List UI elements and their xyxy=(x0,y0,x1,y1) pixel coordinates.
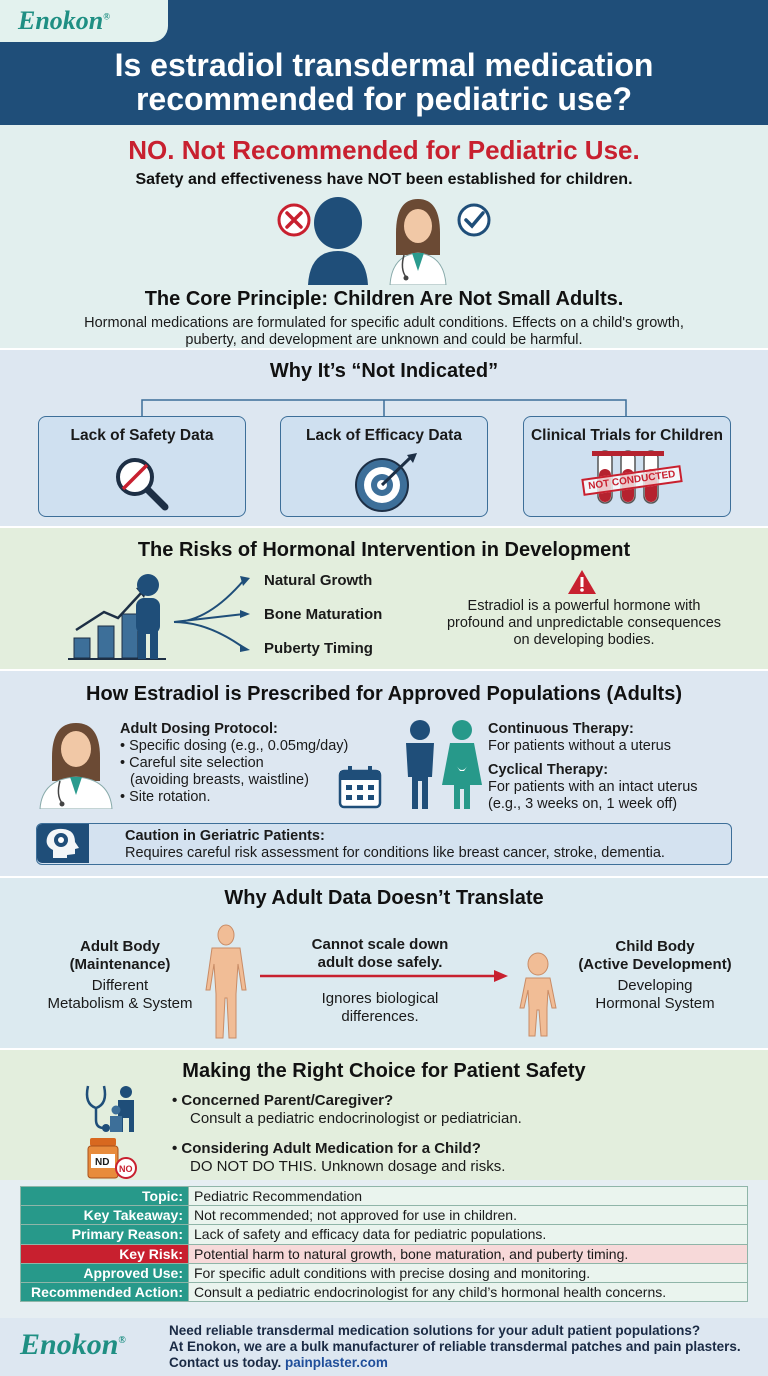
protocol-item: • Site rotation. xyxy=(120,789,211,805)
box-label: Lack of Safety Data xyxy=(70,427,214,444)
risk-item: Bone Maturation xyxy=(264,606,383,623)
red-arrow-icon xyxy=(258,968,510,984)
continuous-therapy-title: Continuous Therapy: xyxy=(488,721,634,737)
table-key: Approved Use: xyxy=(21,1263,189,1282)
adult-body-title: Adult Body xyxy=(80,938,160,955)
table-value: Potential harm to natural growth, bone maturation, and puberty timing. xyxy=(189,1244,748,1263)
risks-title: The Risks of Hormonal Intervention in Development xyxy=(137,539,631,561)
safety-data-box xyxy=(38,416,246,517)
table-value: Lack of safety and efficacy data for pediatric populations. xyxy=(189,1225,748,1244)
child-body-desc: Hormonal System xyxy=(595,995,715,1012)
child-vs-doctor-illustration xyxy=(270,193,500,285)
not-indicated-title: Why It’s “Not Indicated” xyxy=(269,360,499,382)
child-body-icon xyxy=(514,952,562,1038)
table-key: Primary Reason: xyxy=(21,1225,189,1244)
pill-bottle-no-icon xyxy=(86,1136,138,1180)
growth-chart-child-icon xyxy=(68,570,268,662)
child-body-title: Child Body xyxy=(615,938,695,955)
answer-section xyxy=(0,125,768,348)
brand-logo[interactable] xyxy=(0,0,168,42)
efficacy-data-box xyxy=(280,416,488,517)
caution-body: Requires careful risk assessment for conditions like breast cancer, stroke, dementia. xyxy=(125,845,665,861)
cyclical-therapy-body: For patients with an intact uterus xyxy=(488,779,698,795)
arrow-caption-bottom: differences. xyxy=(341,1008,419,1025)
patient-safety-title: Making the Right Choice for Patient Safety xyxy=(182,1060,586,1082)
warning-icon xyxy=(566,568,598,596)
box-label: Lack of Efficacy Data xyxy=(306,427,462,444)
adult-body-desc: Different xyxy=(91,977,149,994)
table-row xyxy=(21,1206,748,1225)
protocol-item: • Specific dosing (e.g., 0.05mg/day) xyxy=(120,738,349,754)
adult-vs-child-section xyxy=(0,878,768,1048)
geriatric-caution-box xyxy=(36,823,732,865)
medication-answer: DO NOT DO THIS. Unknown dosage and risks. xyxy=(190,1158,506,1175)
footer-text: At Enokon, we are a bulk manufacturer of reliable transdermal patches and pain plasters. xyxy=(169,1339,741,1354)
head-brain-icon xyxy=(37,824,89,863)
table-key: Topic: xyxy=(21,1187,189,1206)
summary-table xyxy=(20,1186,748,1302)
core-principle-title: The Core Principle: Children Are Not Small Adults. xyxy=(144,288,624,310)
table-row xyxy=(21,1282,748,1301)
protocol-item: (avoiding breasts, waistline) xyxy=(130,772,309,788)
table-key: Recommended Action: xyxy=(21,1282,189,1301)
magnifier-crossed-icon xyxy=(109,453,175,513)
footer-text: Need reliable transdermal medication solutions for your adult patient populations? xyxy=(169,1323,701,1338)
table-row xyxy=(21,1187,748,1206)
footer xyxy=(0,1318,768,1376)
cyclical-therapy-title: Cyclical Therapy: xyxy=(488,762,609,778)
adult-patients-icon xyxy=(398,719,484,811)
core-principle-body: Hormonal medications are formulated for specific adult conditions. Effects on a child's growth, puberty, and development are unknown and could be harmful. xyxy=(84,315,684,348)
table-row-key-risk xyxy=(21,1244,748,1263)
table-row xyxy=(21,1263,748,1282)
clinical-trials-box xyxy=(523,416,731,517)
risk-item: Puberty Timing xyxy=(264,640,373,657)
not-indicated-section xyxy=(0,350,768,526)
child-silhouette-icon xyxy=(308,197,368,285)
caution-title: Caution in Geriatric Patients: xyxy=(125,828,325,844)
no-label: NO xyxy=(119,1164,133,1174)
continuous-therapy-body: For patients without a uterus xyxy=(488,738,671,754)
brand-mark: ® xyxy=(103,11,110,22)
not-conducted-stamp: NOT CONDUCTED xyxy=(581,465,682,496)
table-row xyxy=(21,1225,748,1244)
cyclical-therapy-body: (e.g., 3 weeks on, 1 week off) xyxy=(488,796,678,812)
parent-answer: Consult a pediatric endocrinologist or pediatrician. xyxy=(190,1110,522,1127)
footer-contact: Contact us today. painplaster.com xyxy=(169,1355,388,1370)
risk-item: Natural Growth xyxy=(264,572,373,589)
protocol-item: • Careful site selection xyxy=(120,755,264,771)
box-label: Clinical Trials for Children xyxy=(530,427,724,444)
adult-body-desc: Metabolism & System xyxy=(47,995,193,1012)
arrow-caption-top: adult dose safely. xyxy=(317,954,443,971)
child-body-title: (Active Development) xyxy=(578,956,732,973)
calendar-icon xyxy=(338,765,382,809)
blue-check-icon xyxy=(459,205,489,235)
table-key: Key Takeaway: xyxy=(21,1206,189,1225)
prescription-title: How Estradiol is Prescribed for Approved Populations (Adults) xyxy=(86,683,682,705)
footer-brand-logo[interactable]: Enokon® xyxy=(20,1328,126,1361)
arrow-caption-top: Cannot scale down xyxy=(311,936,449,953)
arrow-caption-bottom: Ignores biological xyxy=(321,990,439,1007)
table-value: For specific adult conditions with precise dosing and monitoring. xyxy=(189,1263,748,1282)
protocol-title: Adult Dosing Protocol: xyxy=(120,721,278,737)
answer-title: NO. Not Recommended for Pediatric Use. xyxy=(128,135,640,165)
adult-prescription-section xyxy=(0,671,768,876)
page-title: Is estradiol transdermal medication recommended for pediatric use? xyxy=(114,47,654,117)
website-link[interactable]: painplaster.com xyxy=(285,1355,388,1370)
connector-lines xyxy=(0,394,768,418)
summary-table-section xyxy=(0,1180,768,1318)
doctor-icon xyxy=(36,717,116,809)
brand-name: Enokon xyxy=(18,6,104,35)
patient-safety-section xyxy=(0,1050,768,1180)
target-arrow-icon xyxy=(351,451,421,513)
adult-body-icon xyxy=(198,924,254,1040)
parent-question: • Concerned Parent/Caregiver? xyxy=(172,1092,394,1109)
bottle-label: ND xyxy=(95,1157,110,1168)
medication-question: • Considering Adult Medication for a Child? xyxy=(172,1140,481,1157)
doctor-icon xyxy=(390,199,446,285)
table-value: Pediatric Recommendation xyxy=(189,1187,748,1206)
child-body-desc: Developing xyxy=(617,977,693,994)
table-value: Consult a pediatric endocrinologist for any child’s hormonal health concerns. xyxy=(189,1282,748,1301)
table-value: Not recommended; not approved for use in children. xyxy=(189,1206,748,1225)
answer-subtitle: Safety and effectiveness have NOT been established for children. xyxy=(135,171,633,188)
translate-title: Why Adult Data Doesn’t Translate xyxy=(224,887,544,909)
table-key: Key Risk: xyxy=(21,1244,189,1263)
red-x-icon xyxy=(279,205,309,235)
risk-warning-text: Estradiol is a powerful hormone with profound and unpredictable consequences on developing bodies. xyxy=(446,598,722,648)
parent-child-stethoscope-icon xyxy=(82,1082,142,1134)
risks-section xyxy=(0,528,768,669)
adult-body-title: (Maintenance) xyxy=(69,956,171,973)
